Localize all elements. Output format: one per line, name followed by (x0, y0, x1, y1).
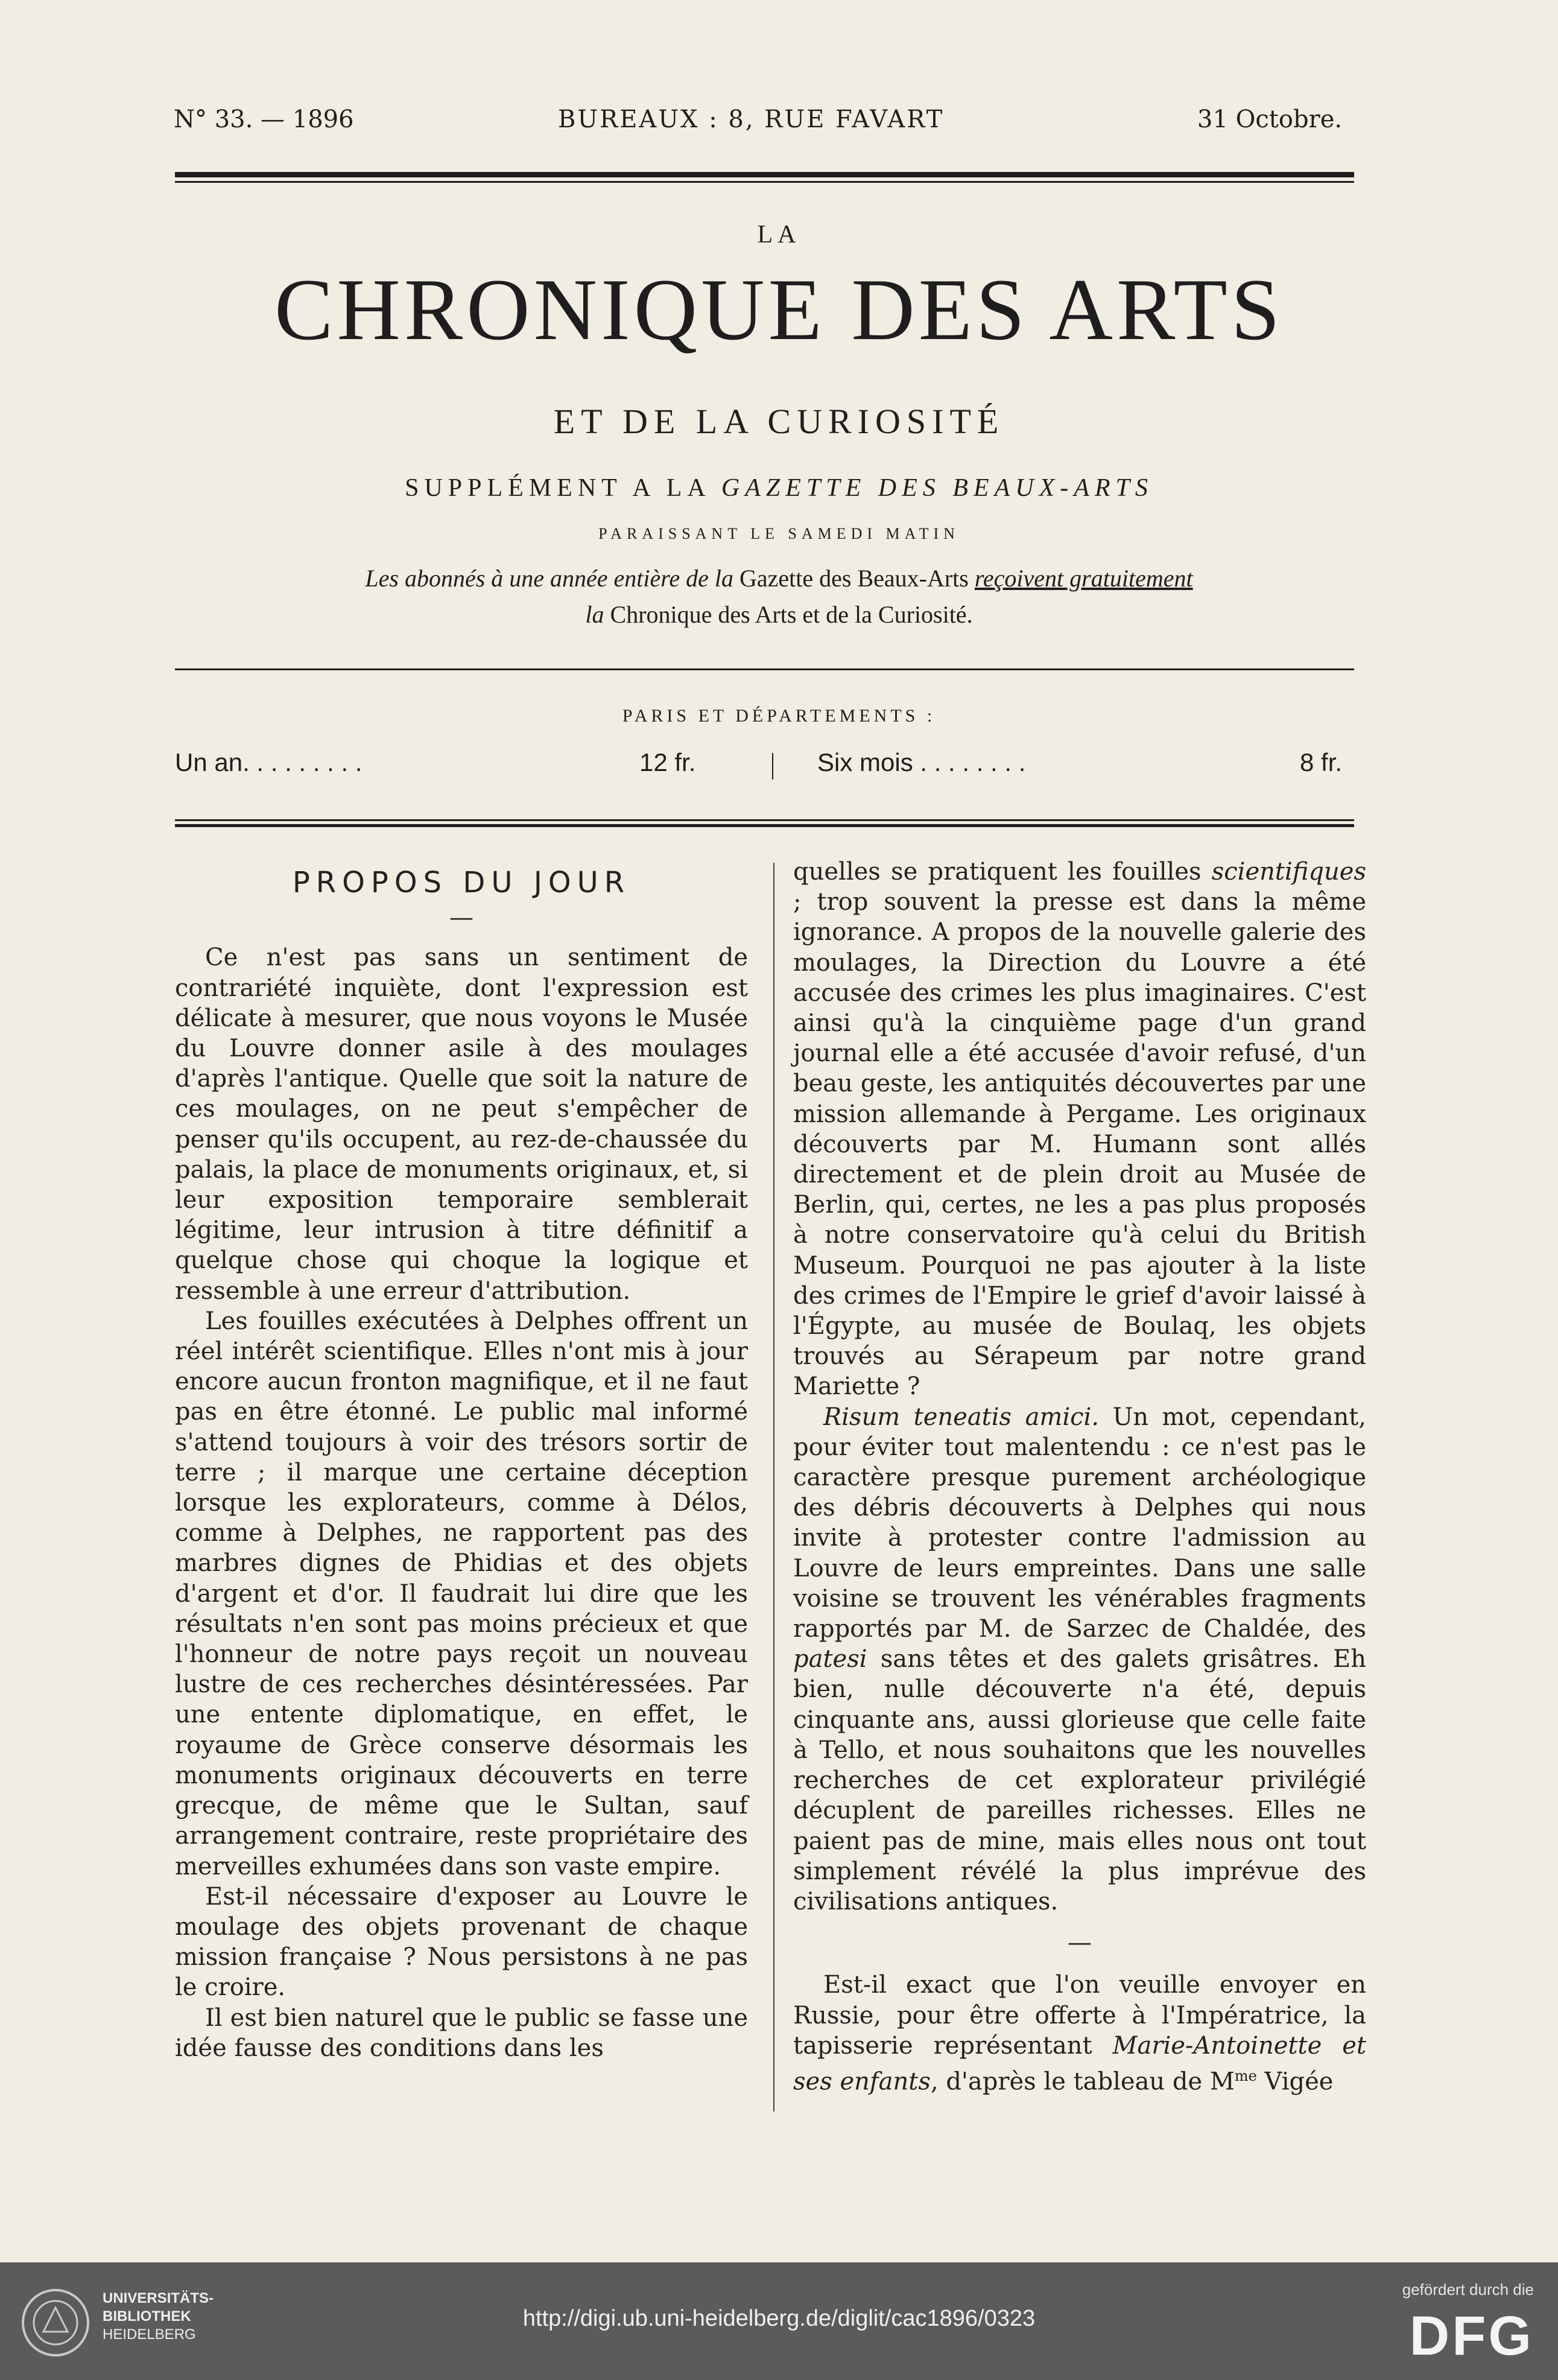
italic-run: patesi (793, 1645, 867, 1674)
article-left-column (175, 857, 748, 2063)
text-run: Un mot, cependant, pour éviter tout malentendu : ce n'est pas le caractère presque purement archéologique des débris découverts à Delphes qui nous invite à protester contre l'admission au Louvre de leurs empreintes. Dans une salle voisine se trouvent les vénérables fragments rapportés par M. de Sarzec de Chaldée, des (793, 1403, 1366, 1643)
text-run: Vigée (1256, 2067, 1334, 2096)
permalink[interactable]: http://digi.ub.uni-heidelberg.de/diglit/cac1896/0323 (522, 2306, 1036, 2331)
funding-caption: gefördert durch die (1402, 2280, 1534, 2299)
subscribers-note-b: Gazette des Beaux-Arts (739, 565, 975, 592)
price-half-value: 8 fr. (1300, 748, 1343, 776)
masthead-article: LA (757, 221, 801, 249)
price-year-value: 12 fr. (639, 748, 696, 776)
subscribers-note-a: Les abonnés à une année entière de la (365, 565, 739, 592)
price-year-label: Un an. . . . . . . . . (175, 748, 363, 776)
italic-run: Risum teneatis amici. (823, 1403, 1100, 1431)
pricing-rule-b (175, 824, 1354, 827)
paragraph (793, 857, 1366, 1402)
title-dash: — (449, 904, 473, 932)
paragraph: Les fouilles exécutées à Delphes offrent un réel intérêt scientifique. Elles n'ont mis à jour encore aucun fronton magnifique, et il ne faut pas en être étonné. Le public mal informé s'attend toujours à voir des trésors sortir de terre ; il marque une certaine déception lorsque les explorateurs, comme à Délos, comme à Delphes, ne rapportent pas des marbres dignes de Phidias et des objets d'argent et d'or. Il faudrait lui dire que les résultats n'en sont pas moins précieux et que l'honneur de notre pays reçoit un nouveau lustre de ces recherches désintéressées. Par une entente diplomatique, en effet, le royaume de Grèce conserve désormais les monuments originaux découverts en terre grecque, de même que le Sultan, sauf arrangement contraire, reste propriétaire des merveilles exhumées dans son vaste empire. (175, 1307, 748, 1880)
italic-run: Marie-Antoinette et ses enfants (793, 2031, 1366, 2096)
article-title: PROPOS DU JOUR (292, 866, 631, 900)
masthead-title: CHRONIQUE DES ARTS (274, 261, 1284, 358)
publication-schedule: PARAISSANT LE SAMEDI MATIN (598, 525, 960, 542)
subscribers-note-e: Chronique des Arts et de la Curiosité. (610, 601, 973, 628)
issue-date: 31 Octobre. (1197, 106, 1343, 133)
subscribers-note-line2 (0, 600, 1558, 629)
text-run: , d'après le tableau de M (930, 2067, 1235, 2096)
header-rule-thin (175, 181, 1354, 183)
library-line: HEIDELBERG (103, 2326, 196, 2343)
subscription-rule-top (175, 668, 1354, 670)
library-line: UNIVERSITÄTS- (103, 2290, 214, 2306)
paragraph: Ce n'est pas sans un sentiment de contrariété inquiète, dont l'expression est délicate à mesurer, que nous voyons le Musée du Louvre donner asile à des moulages d'après l'antique. Quelle que soit la nature de ces moulages, on ne peut s'empêcher de penser qu'ils occupent, au rez-de-chaussée du palais, la place de monuments originaux, et, si leur exposition temporaire semblerait légitime, leur intrusion à titre définitif a quelque chose qui choque la logique et ressemble à une erreur d'attribution. (175, 944, 748, 1305)
header-rule-thick (175, 172, 1354, 177)
issue-number: N° 33. — 1896 (174, 106, 354, 133)
paragraph (793, 1970, 1366, 2096)
subscribers-note-d: la (585, 601, 610, 628)
text-run: ; trop souvent la presse est dans la même ignorance. A propos de la nouvelle galerie des moulages, la Direction du Louvre a été accusée des crimes les plus imaginaires. C'est ainsi qu'à la cinquième page d'un grand journal elle a été accusée d'avoir refusé, d'un beau geste, les antiquités découvertes par une mission allemande à Pergame. Les originaux découverts par M. Humann sont allés directement et de plein droit au Musée de Berlin, qui, certes, ne les a pas plus proposés à notre conservatoire qu'à celui du British Museum. Pourquoi ne pas ajouter à la liste des crimes de l'Empire le grief d'avoir laissé à l'Égypte, au musée de Boulaq, les objets trouvés au Sérapeum par notre grand Mariette ? (793, 888, 1366, 1401)
pricing-rule-a (175, 819, 1354, 821)
text-run: sans têtes et des galets grisâtres. Eh bien, nulle découverte n'a été, depuis cinquante ans, aussi glorieuse que celle faite à Tello, et nous souhaitons que les nouvelles recherches de cet explorateur privilégié décuplent de pareilles richesses. Elles ne paient pas de mine, mais elles nous ont tout simplement révélé la plus imprévue des civilisations antiques. (793, 1645, 1366, 1915)
text-run: Est-il exact que l'on veuille envoyer en Russie, pour être offerte à l'Impératrice, la tapisserie représentant (793, 1971, 1366, 2060)
paragraph (793, 1402, 1366, 1917)
supplement-prefix: SUPPLÉMENT A LA (405, 474, 721, 502)
section-dash: — (1068, 1929, 1092, 1957)
price-half-label: Six mois . . . . . . . . (817, 748, 1026, 776)
subscribers-note-line1 (0, 564, 1558, 592)
superscript-run: me (1234, 2067, 1257, 2084)
paragraph: Il est bien naturel que le public se fasse une idée fausse des conditions dans les (175, 2004, 748, 2062)
bureaux-address: BUREAUX : 8, RUE FAVART (558, 106, 945, 133)
supplement-gazette: GAZETTE DES BEAUX-ARTS (721, 474, 1153, 502)
pricing-heading: PARIS ET DÉPARTEMENTS : (622, 706, 936, 726)
supplement-line (0, 474, 1558, 503)
library-line: BIBLIOTHEK (103, 2308, 191, 2324)
subscribers-note-c: reçoivent gratuitement (974, 565, 1193, 592)
price-separator (772, 753, 773, 779)
paragraph: Est-il nécessaire d'exposer au Louvre le moulage des objets provenant de chaque mission française ? Nous persistons à ne pas le croire. (175, 1882, 748, 2002)
article-right-column (793, 857, 1366, 2096)
masthead-subtitle: ET DE LA CURIOSITÉ (553, 402, 1005, 441)
column-separator (773, 863, 774, 2112)
italic-run: scientifiques (1211, 858, 1366, 886)
text-run: quelles se pratiquent les fouilles (793, 858, 1212, 886)
dfg-logo: DFG (1409, 2305, 1534, 2367)
